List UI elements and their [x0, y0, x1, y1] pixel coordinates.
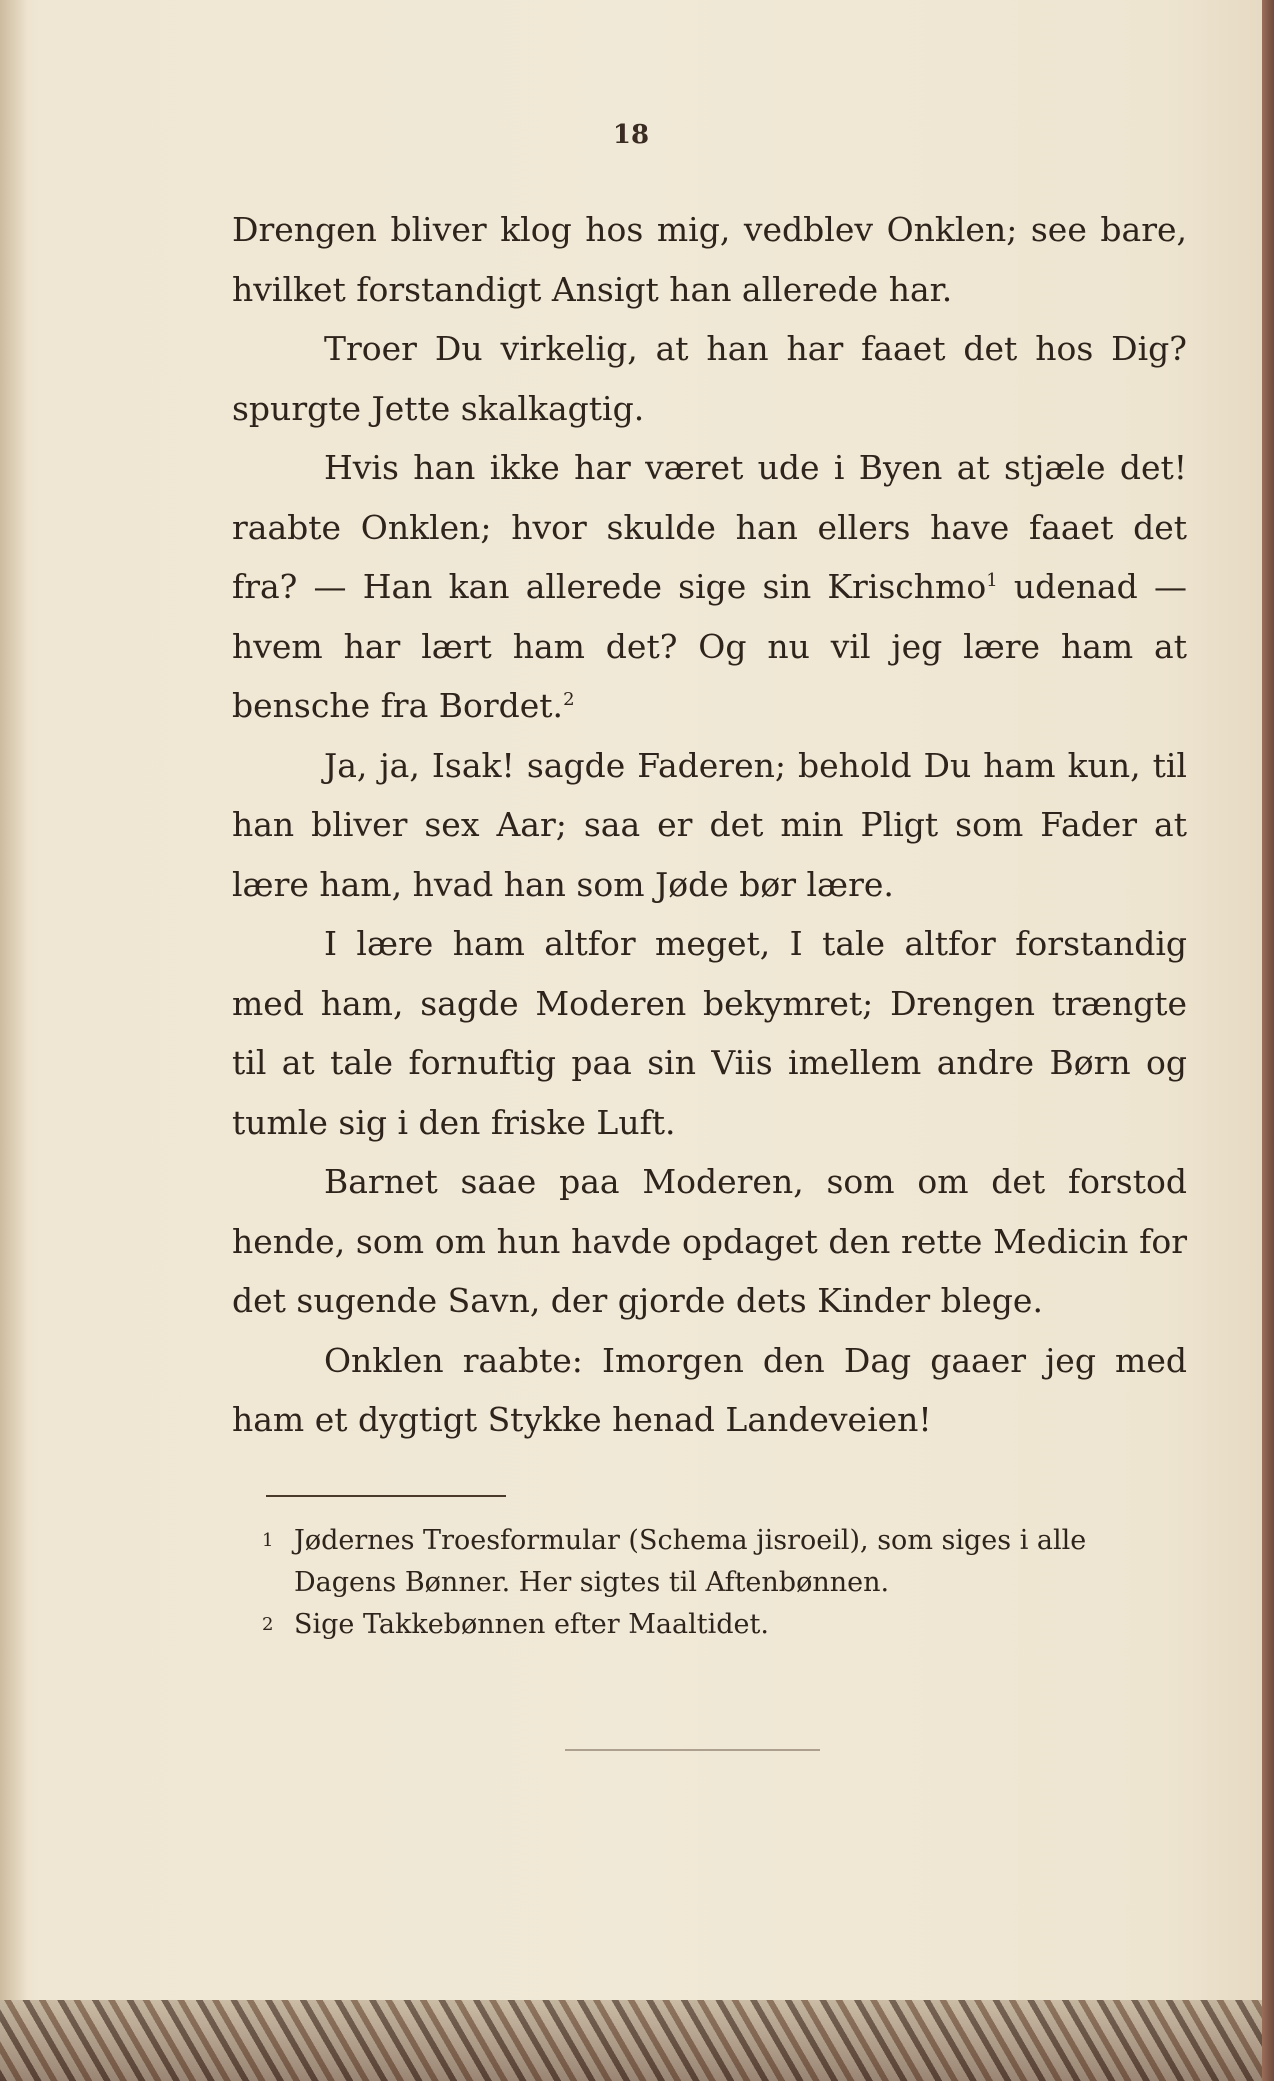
cover-edge	[1262, 0, 1274, 2081]
footnote-ref-1: 1	[986, 570, 998, 591]
page-number: 18	[612, 120, 650, 150]
paragraph-1: Drengen bliver klog hos mig, vedblev Onklen; see bare, hvilket forstandigt Ansigt han allerede har.	[232, 210, 1187, 309]
footnote-divider	[266, 1495, 506, 1497]
paragraph-5: I lære ham altfor meget, I tale altfor forstandig med ham, sagde Moderen bekymret; Drengen trængte til at tale fornuftig paa sin Viis imellem andre Børn og tumle sig i den friske Luft.	[232, 924, 1187, 1142]
footnote-2	[262, 1604, 1197, 1646]
footnote-1	[262, 1520, 1197, 1604]
paragraph-3-text: Hvis han ikke har været ude i Byen at stjæle det! raabte Onklen; hvor skulde han ellers have faaet det fra? — Han kan allerede sige sin Krischmo	[232, 448, 1187, 606]
paragraph-3	[232, 438, 1187, 736]
footnote-mark-2: 2	[262, 1614, 274, 1635]
footnote-ref-2: 2	[563, 689, 575, 710]
footnote-1-text: Jødernes Troesformular (Schema jisroeil), som siges i alle Dagens Bønner. Her sigtes til Aftenbønnen.	[294, 1525, 1087, 1598]
paragraph-3-continuation: udenad — hvem har lært ham det? Og nu vil jeg lære ham at bensche fra Bordet.	[232, 567, 1187, 725]
body-text	[232, 200, 1187, 1450]
decorative-border	[0, 2000, 1262, 2081]
spine-shadow	[0, 0, 28, 2081]
bleed-through-rule	[565, 1749, 820, 1751]
paragraph-4: Ja, ja, Isak! sagde Faderen; behold Du ham kun, til han bliver sex Aar; saa er det min Pligt som Fader at lære ham, hvad han som Jøde bør lære.	[232, 745, 1187, 904]
paragraph-7: Onklen raabte: Imorgen den Dag gaaer jeg med ham et dygtigt Stykke henad Landeveien!	[232, 1340, 1187, 1439]
paragraph-2: Troer Du virkelig, at han har faaet det hos Dig? spurgte Jette skalkagtig.	[232, 329, 1187, 428]
footnote-2-text: Sige Takkebønnen efter Maaltidet.	[294, 1609, 769, 1640]
paragraph-6: Barnet saae paa Moderen, som om det forstod hende, som om hun havde opdaget den rette Medicin for det sugende Savn, der gjorde dets Kinder blege.	[232, 1162, 1187, 1320]
footnote-mark-1: 1	[262, 1530, 274, 1551]
footnotes	[262, 1520, 1197, 1646]
